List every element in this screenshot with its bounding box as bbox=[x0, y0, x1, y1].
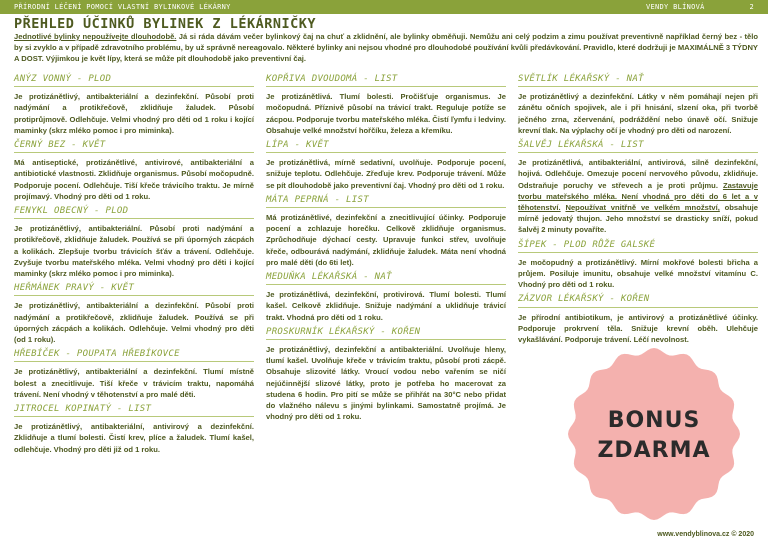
badge-text-zdarma: ZDARMA bbox=[597, 438, 711, 463]
herb-heading: MEDUŇKA LÉKAŘSKÁ - NAŤ bbox=[266, 272, 506, 285]
herb-heading: MÁTA PEPRNÁ - LIST bbox=[266, 195, 506, 208]
herb-heading: SVĚTLÍK LÉKAŘSKÝ - NAŤ bbox=[518, 74, 758, 87]
badge-shape bbox=[566, 346, 742, 522]
herb-text: Je protizánětlivá. Tlumí bolesti. Pročišťuje organismus. Je močopudná. Příznivě působí na trávicí trakt. Reguluje potíže se zácpou. Podporuje tvorbu mateřského mléka. Čistí ľymfu i ledviny. Obsahuje velké množství hořčíku, železa a křemíku. bbox=[266, 92, 506, 135]
herb-heading: ŠÍPEK - PLOD RŮŽE GALSKÉ bbox=[518, 240, 758, 253]
intro-lead: Jednotlivé bylinky nepoužívejte dlouhodobě. bbox=[14, 32, 177, 41]
herb-text: Je protizánětlivý a dezinfekční. Látky v něm pomáhají nejen při zánětu očních spojivek, ale i při hnisání, slzení oka, při tvorbě ječného zrna, zčervenání, podráždění nebo únavě očí. Snižuje krevní tlak. Na výplachy očí je vhodný pro děti od narození. bbox=[518, 92, 758, 135]
herb-text-part: Je protizánětlivá, antibakteriální, antivirová, silně dezinfekční, hojivá. Odlehčuje. Omezuje pocení nervového původu, zklidňuje. Odstraňuje poruchy ve střevech a je proti průjmu. bbox=[518, 158, 758, 190]
herb-text: Má antiseptické, protizánětlivé, antivirové, antibakteriální a antibiotické vlastnosti. Zklidňuje organismus. Působí močopudně. Podporuje pocení. Odlehčuje. Tiší křeče trávicího traktu. Je mírně projímavý. Vhodný pro děti od 1 roku. bbox=[14, 158, 254, 201]
herb-text: Je močopudný a protizánětlivý. Mírní mokřové bolesti břicha a průjem. Posiluje imunitu, obsahuje velké množství vitamínu C. Vhodný pro děti od 1 roku. bbox=[518, 257, 758, 290]
badge-text-bonus: BONUS bbox=[607, 408, 701, 433]
herb-heading: HŘEBÍČEK - POUPATA HŘEBÍKOVCE bbox=[14, 349, 254, 362]
herb-heading: HEŘMÁNEK PRAVÝ - KVĚT bbox=[14, 283, 254, 296]
header-book-title: PŘÍRODNÍ LÉČENÍ POMOCÍ VLASTNÍ BYLINKOVÉ LÉKÁRNY bbox=[14, 3, 231, 11]
herb-text: Je protizánětlivý, dezinfekční a antibakteriální. Uvolňuje hleny, tlumí kašel. Uvolňuje křeče v trávicím traktu, působí proti zácpě. Obsahuje slizovité látky. Vroucí vodou nebo vařením se ničí nejúčinnější slizové látky, proto je potřeba ho macerovat za studena 6 hodin. Pro pití se může se přihřát na 30°C nebo přidat do vlažného nálevu s jinými bylinkami. Samostatně projímá. Je vhodný pro děti od 1 roku. bbox=[266, 345, 506, 422]
footer-website: www.vendyblinova.cz © 2020 bbox=[657, 531, 754, 538]
herb-heading: ŠALVĚJ LÉKAŘSKÁ - LIST bbox=[518, 140, 758, 153]
herb-heading: ANÝZ VONNÝ - PLOD bbox=[14, 74, 254, 87]
herb-heading: KOPŘIVA DVOUDOMÁ - LIST bbox=[266, 74, 506, 87]
herb-text: Je protizánětlivý, antibakteriální. Působí proti nadýmání a protikřečově, zklidňuje žaludek. Používá se při úporných zácpách a kolikách. Zlepšuje tvorbu trávicích šťáv a trávení. Odlehčuje. Zvyšuje tvorbu mateřského mléka. Velmi vhodný pro děti i kojící maminky (skrz mléko pomoc i pro miminka). bbox=[14, 224, 254, 279]
header-author: VENDY BLÍNOVÁ bbox=[646, 3, 705, 11]
herb-warning: Zastavuje tvorbu mateřského mléka. Není vhodná pro děti do 6 let a v těhotenství. bbox=[518, 180, 758, 213]
herb-heading: FENYKL OBECNÝ - PLOD bbox=[14, 206, 254, 219]
column-3 bbox=[518, 74, 758, 348]
herb-heading: JITROCEL KOPINATÝ - LIST bbox=[14, 404, 254, 417]
herb-text bbox=[518, 157, 758, 235]
herb-text: Je protizánětlivý, antibakteriální a dezinfekční. Působí proti nadýmání a protikřečově, zklidňuje žaludek. Používá se při úporných zácpách a kolikách. Odlehčuje. Velmi vhodný pro děti (od 1 roku). bbox=[14, 301, 254, 345]
herb-text: Je protizánětlivá, dezinfekční, protivirová. Tlumí bolesti. Tlumí kašel. Celkově zklidňuje. Snižuje nadýmání a uklidňuje trávicí trakt. Vhodná pro děti od 1 roku. bbox=[266, 290, 506, 322]
column-1 bbox=[14, 74, 254, 458]
herb-heading: PROSKURNÍK LÉKAŘSKÝ - KOŘEN bbox=[266, 327, 506, 340]
herb-heading: LÍPA - KVĚT bbox=[266, 140, 506, 153]
herb-text: Je protizánětlivý, antibakteriální a dezinfekční. Tlumí místně bolest a znecitlivuje. Tiší křeče v trávicím traktu, napomáhá trávení. Není vhodný v těhotenství a pro malé děti. bbox=[14, 367, 254, 399]
herb-heading: ČERNÝ BEZ - KVĚT bbox=[14, 140, 254, 153]
page-title: PŘEHLED ÚČINKŮ BYLINEK Z LÉKÁRNIČKY bbox=[14, 16, 316, 32]
column-2 bbox=[266, 74, 506, 425]
herb-text: Je protizánětlivý, antibakteriální, antivirový a dezinfekční. Zklidňuje a tlumí bolesti. Čistí krev, plíce a žaludek. Tlumí kašel, odlehčuje. Vhodný pro děti již od 1 roku. bbox=[14, 422, 254, 454]
herb-text-part: obsahuje mírně jedovatý thujon. Jeho množství se drasticky sníží, pokud šalvěj 2 minuty povaříte. bbox=[518, 203, 758, 235]
herb-text: Je protizánětlivý, antibakteriální a dezinfekční. Působí proti nadýmání a protikřečově, zklidňuje žaludek. Působí protiprůjmově. Odlehčuje. Velmi vhodný pro děti od 1 roku i kojící maminky (skrz mléko pomoc i pro miminka). bbox=[14, 92, 254, 135]
bonus-badge bbox=[566, 346, 742, 522]
herb-text: Je protizánětlivá, mírně sedativní, uvolňuje. Podporuje pocení, snižuje teplotu. Odlehčuje. Zřeďuje krev. Podporuje trávení. Může se pít dlouhodobě jako preventivní čaj. Vhodný pro děti od 1 roku. bbox=[266, 158, 506, 190]
herb-text: Je přírodní antibiotikum, je antivirový a protizánětlivé účinky. Podporuje prokrvení těla. Snižuje krevní oběh. Ulehčuje vykašlávání. Podporuje trávení. Léčí nevolnost. bbox=[518, 312, 758, 345]
intro-paragraph bbox=[14, 31, 758, 65]
herb-heading: ZÁZVOR LÉKAŘSKÝ - KOŘEN bbox=[518, 294, 758, 307]
header-bar bbox=[0, 0, 768, 14]
intro-text: Já si ráda dávám večer bylinkový čaj na chuť a zklidnění, ale bylinky obměňuji. Nemůžu ani celý podzim a zimu používat preventivně například černý bez - tělo by si zvyklo a v případě zdravotního problému, by už správně nereagovalo. Některé bylinky ani nejsou vhodné pro dlouhodobé používání kvůli předávkování. Pravidlo, které dodržuji je MAXIMÁLNĚ 3 TÝDNY A DOST. Výjimkou je květ lípy, která se může pít dlouhodobě jako preventivní čaj. bbox=[14, 32, 758, 64]
herb-warning: Nepoužívat vnitřně ve velkém množství, bbox=[565, 203, 720, 213]
page-number: 2 bbox=[749, 3, 754, 11]
herb-text: Má protizánětlivé, dezinfekční a znecitlivující účinky. Podporuje pocení a zchlazuje horečku. Celkově zklidňuje organismus. Zprůchodňuje dýchací cesty. Upravuje funkci střev, uvolňuje křeče, odbourává nadýmání, zklidňuje žaludek. Máta není vhodná pro malé děti (do 6ti let). bbox=[266, 213, 506, 267]
